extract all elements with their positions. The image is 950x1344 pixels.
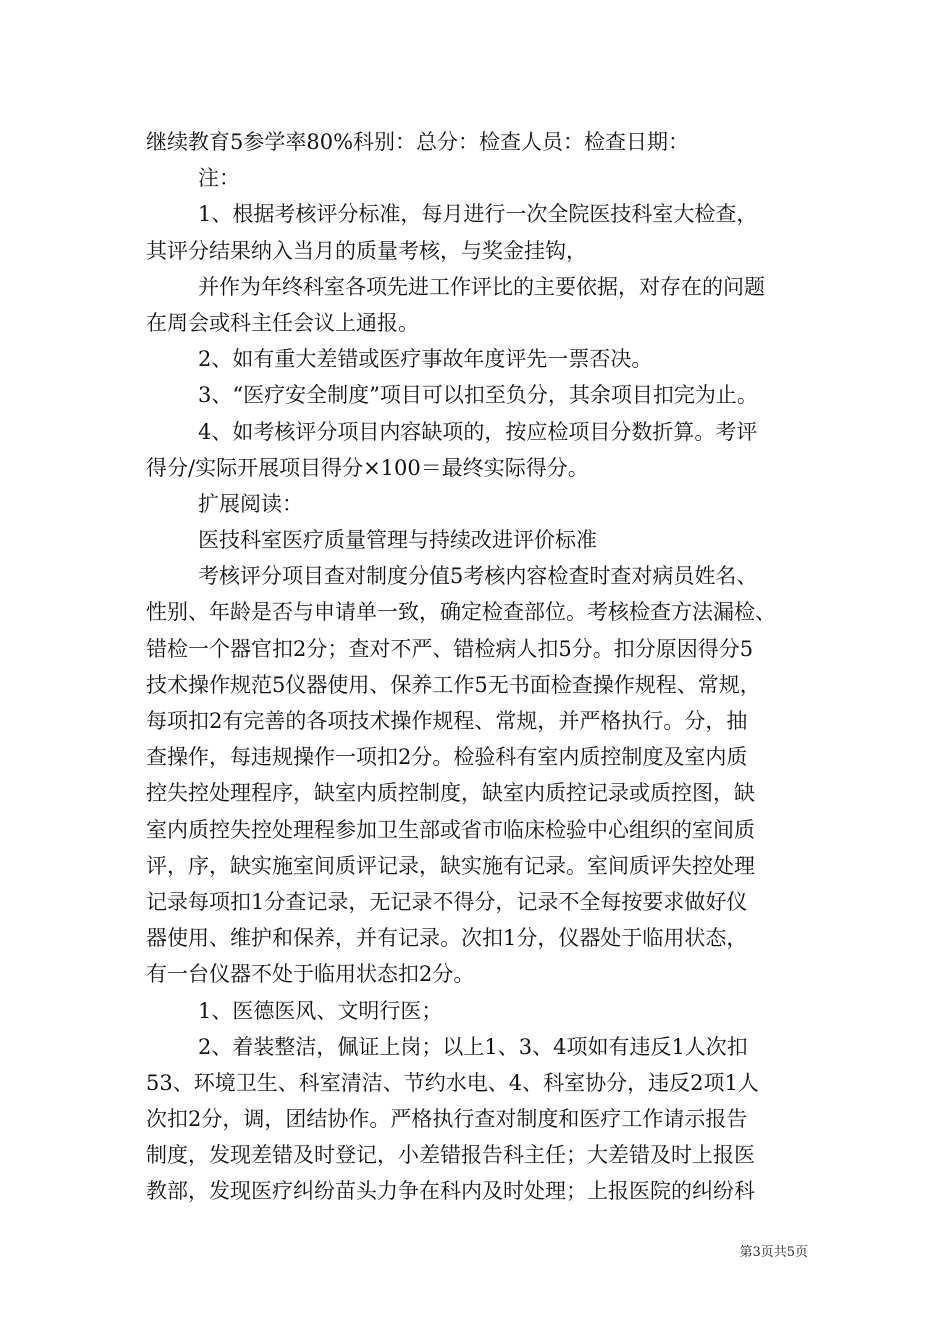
- text-line: 在周会或科主任会议上通报。: [146, 310, 419, 335]
- text-line: 查操作，每违规操作一项扣2分。检验科有室内质控制度及室内质: [146, 745, 748, 770]
- text-line: 错检一个器官扣2分；查对不严、错检病人扣5分。扣分原因得分5: [146, 636, 754, 661]
- text-line: 每项扣2有完善的各项技术操作规程、常规，并严格执行。分，抽: [146, 709, 748, 733]
- text-line: 次扣2分，调，团结协作。严格执行查对制度和医疗工作请示报告: [146, 1107, 748, 1132]
- document-body: [146, 124, 810, 1210]
- text-line: 3、“医疗安全制度”项目可以扣至负分，其余项目扣完为止。: [198, 383, 758, 408]
- text-line: 考核评分项目查对制度分值5考核内容检查时查对病员姓名、: [198, 564, 758, 589]
- text-line: 2、着装整洁，佩证上岗；以上1、3、4项如有违反1人次扣: [198, 1034, 748, 1059]
- text-line: 制度，发现差错及时登记，小差错报告科主任；大差错及时上报医: [146, 1143, 755, 1168]
- page-number: 第3页共5页: [739, 1245, 808, 1260]
- text-line: 继续教育5参学率80%科别：总分：检查人员：检查日期：: [146, 130, 690, 154]
- text-line: 4、如考核评分项目内容缺项的，按应检项目分数折算。考评: [198, 419, 758, 444]
- text-line: 室内质控失控处理程参加卫生部或省市临床检验中心组织的室间质: [146, 817, 755, 842]
- text-line: 记录每项扣1分查记录，无记录不得分，记录不全每按要求做好仪: [146, 889, 748, 914]
- text-line: 得分/实际开展项目得分×100＝最终实际得分。: [146, 455, 589, 480]
- text-line: 注：: [198, 166, 240, 191]
- text-line: 1、根据考核评分标准，每月进行一次全院医技科室大检查，: [198, 202, 758, 227]
- text-line: 性别、年龄是否与申请单一致，确定检查部位。考核检查方法漏检、: [146, 600, 776, 625]
- text-line: 有一台仪器不处于临用状态扣2分。: [146, 962, 475, 987]
- text-line: 53、环境卫生、科室清洁、节约水电、4、科室协分，违反2项1人: [146, 1070, 759, 1095]
- text-line: 控失控处理程序，缺室内质控制度，缺室内质控记录或质控图，缺: [146, 781, 755, 806]
- text-line: 扩展阅读：: [198, 491, 303, 516]
- text-line: 1、医德医风、文明行医；: [198, 998, 443, 1023]
- text-line: 2、如有重大差错或医疗事故年度评先一票否决。: [198, 347, 653, 372]
- text-line: 并作为年终科室各项先进工作评比的主要依据，对存在的问题: [198, 274, 765, 299]
- text-line: 医技科室医疗质量管理与持续改进评价标准: [198, 528, 597, 553]
- text-line: 教部，发现医疗纠纷苗头力争在科内及时处理；上报医院的纠纷科: [146, 1179, 755, 1204]
- text-line: 技术操作规范5仪器使用、保养工作5无书面检查操作规程、常规，: [146, 672, 761, 697]
- text-line: 评，序，缺实施室间质评记录，缺实施有记录。室间质评失控处理: [146, 853, 755, 878]
- text-line: 其评分结果纳入当月的质量考核，与奖金挂钩，: [146, 238, 587, 263]
- text-line: 器使用、维护和保养，并有记录。次扣1分，仪器处于临用状态，: [146, 926, 748, 951]
